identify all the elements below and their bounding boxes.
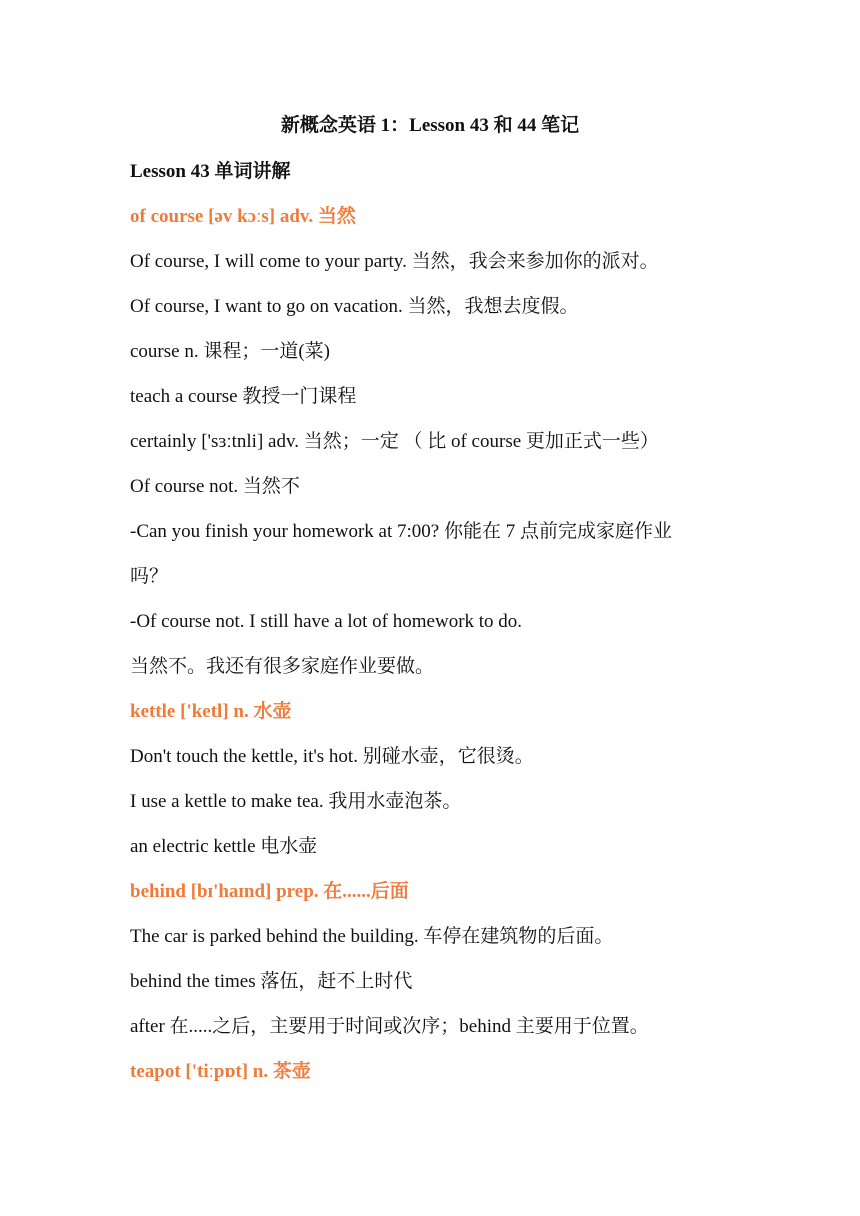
phrase-note: behind the times 落伍，赶不上时代: [130, 971, 413, 992]
example-sentence: Don't touch the kettle, it's hot. 别碰水壶，它很烫。: [130, 746, 534, 767]
vocab-heading-teapot: teapot ['tiːpɒt] n. 茶壶: [130, 1061, 311, 1082]
phrase-note: Of course not. 当然不: [130, 476, 300, 497]
phrase-note: teach a course 教授一门课程: [130, 386, 357, 407]
vocab-heading-of-course: of course [əv kɔːs] adv. 当然: [130, 206, 356, 227]
dialogue-line: -Of course not. I still have a lot of homework to do.: [130, 611, 523, 632]
example-sentence: The car is parked behind the building. 车停在建筑物的后面。: [130, 926, 614, 947]
phrase-note: an electric kettle 电水壶: [130, 836, 318, 857]
vocab-heading-kettle: kettle ['ketl] n. 水壶: [130, 701, 292, 722]
vocab-heading-behind: behind [bɪ'haɪnd] prep. 在......后面: [130, 881, 409, 902]
word-note: certainly ['sɜːtnli] adv. 当然；一定 （ 比 of course 更加正式一些）: [130, 431, 659, 452]
dialogue-line-continued: 吗？: [130, 566, 169, 587]
page-title: 新概念英语 1：Lesson 43 和 44 笔记: [280, 115, 580, 136]
example-sentence: I use a kettle to make tea. 我用水壶泡茶。: [130, 791, 462, 812]
dialogue-line: -Can you finish your homework at 7:00? 你能在 7 点前完成家庭作业: [130, 521, 672, 542]
usage-note: after 在.....之后，主要用于时间或次序；behind 主要用于位置。: [130, 1016, 649, 1037]
example-sentence: Of course, I want to go on vacation. 当然，我想去度假。: [130, 296, 579, 317]
section-heading: Lesson 43 单词讲解: [130, 161, 291, 182]
example-sentence: Of course, I will come to your party. 当然，我会来参加你的派对。: [130, 251, 659, 272]
translation-line: 当然不。我还有很多家庭作业要做。: [130, 656, 435, 677]
word-note: course n. 课程；一道(菜): [130, 341, 330, 362]
